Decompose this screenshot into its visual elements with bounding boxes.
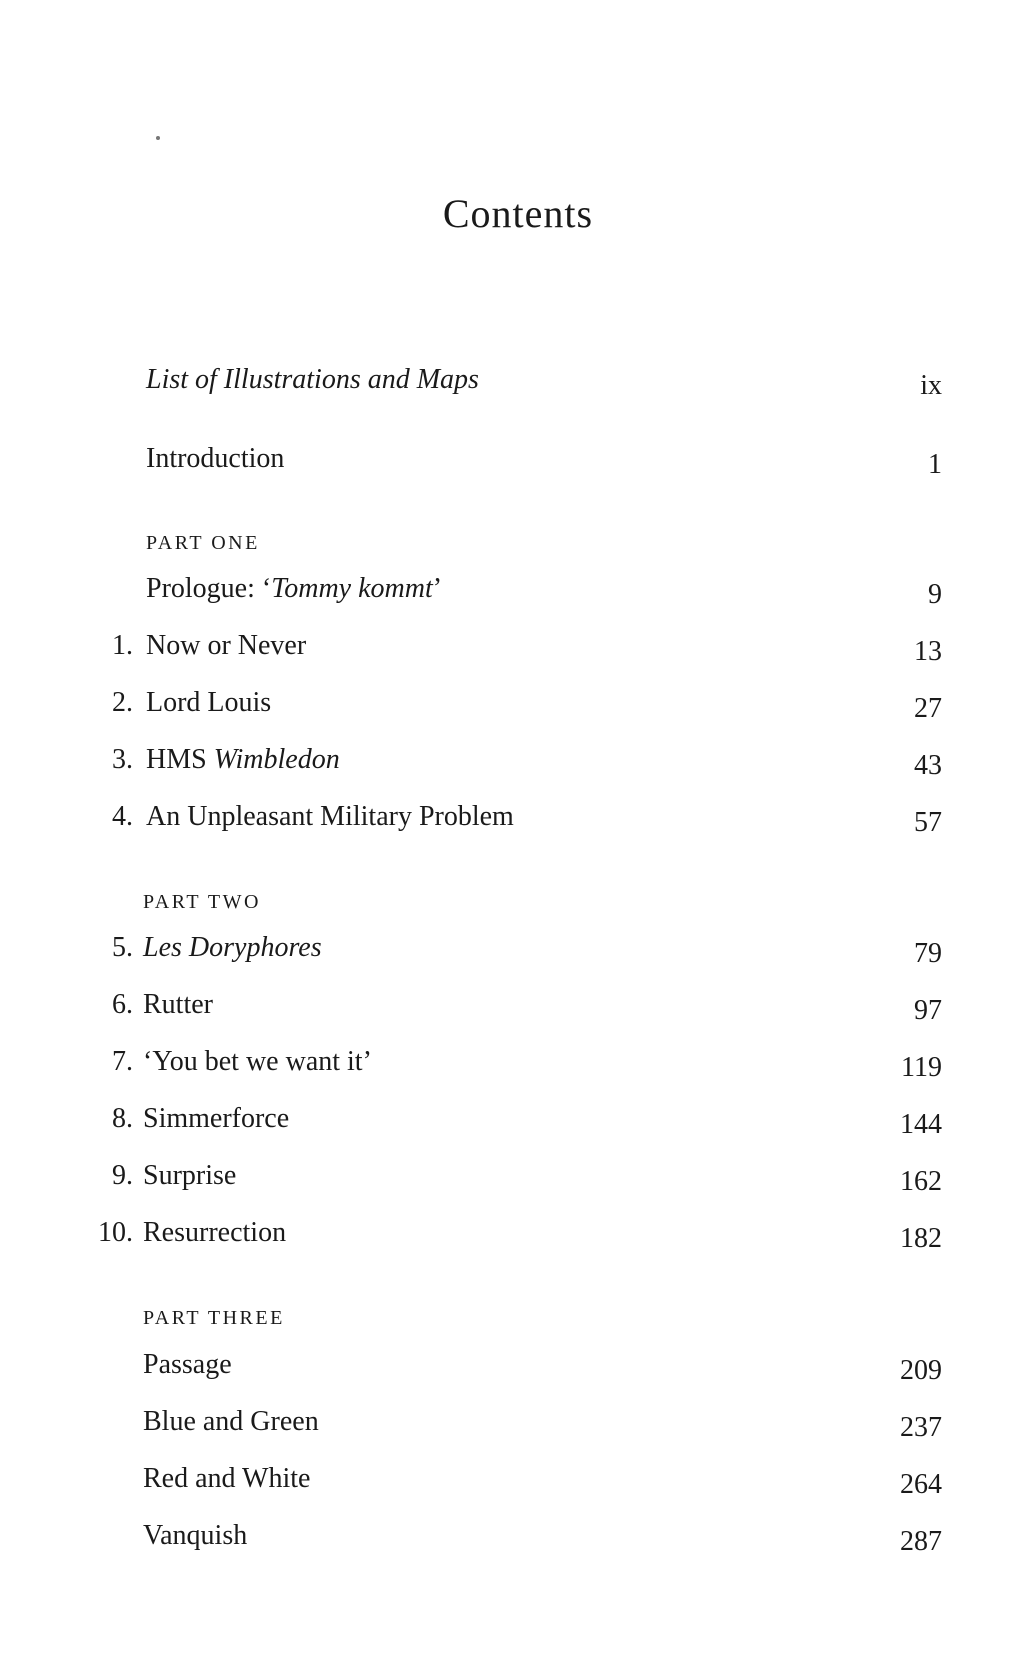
toc-entry-title: Lord Louis — [146, 687, 272, 718]
toc-entry-introduction[interactable] — [0, 443, 1036, 487]
toc-entry-title: Rutter — [143, 989, 213, 1020]
toc-entry-chapter[interactable] — [0, 801, 1036, 845]
toc-entry-title — [146, 573, 442, 605]
toc-entry-title: Now or Never — [146, 630, 307, 661]
toc-entry-page: 97 — [914, 995, 942, 1026]
chapter-title-ship: Wimbledon — [213, 744, 340, 775]
toc-entry-page: 43 — [914, 750, 942, 781]
toc-entry-title: Surprise — [143, 1160, 237, 1191]
chapter-number: 1. — [112, 630, 133, 661]
toc-entry-title: Passage — [143, 1349, 232, 1380]
toc-entry-page: 9 — [928, 579, 942, 610]
toc-entry-chapter[interactable] — [0, 1406, 1036, 1450]
chapter-number: 8. — [112, 1103, 133, 1134]
chapter-number: 2. — [112, 687, 133, 718]
toc-entry-title: Vanquish — [143, 1520, 248, 1551]
toc-entry-title: ‘You bet we want it’ — [143, 1046, 372, 1077]
prologue-suffix: ’ — [432, 573, 443, 604]
toc-entry-title: List of Illustrations and Maps — [146, 364, 479, 395]
toc-entry-page: 79 — [914, 938, 942, 969]
toc-entry-page: ix — [920, 370, 942, 401]
toc-entry-page: 13 — [914, 636, 942, 667]
toc-entry-page: 119 — [901, 1052, 942, 1083]
toc-entry-page: 182 — [900, 1223, 942, 1254]
toc-entry-page: 27 — [914, 693, 942, 724]
toc-entry-chapter[interactable] — [0, 1103, 1036, 1147]
toc-entry-page: 144 — [900, 1109, 942, 1140]
toc-entry-chapter[interactable] — [0, 1160, 1036, 1204]
toc-entry-title: Les Doryphores — [143, 932, 322, 963]
part-heading: PART THREE — [143, 1307, 285, 1329]
chapter-number: 10. — [98, 1217, 133, 1248]
chapter-title-prefix: HMS — [146, 744, 214, 775]
prologue-prefix: Prologue: ‘ — [146, 573, 272, 604]
toc-entry-page: 287 — [900, 1526, 942, 1557]
toc-entry-chapter[interactable] — [0, 1463, 1036, 1507]
chapter-number: 7. — [112, 1046, 133, 1077]
toc-entry-illustrations[interactable] — [0, 364, 1036, 408]
toc-entry-chapter[interactable] — [0, 744, 1036, 788]
page-title: Contents — [442, 191, 594, 236]
toc-entry-chapter[interactable] — [0, 687, 1036, 731]
toc-entry-prologue[interactable] — [0, 573, 1036, 617]
toc-entry-chapter[interactable] — [0, 1217, 1036, 1261]
toc-entry-title: Blue and Green — [143, 1406, 319, 1437]
toc-entry-chapter[interactable] — [0, 1349, 1036, 1393]
toc-entry-chapter[interactable] — [0, 1046, 1036, 1090]
toc-entry-page: 57 — [914, 807, 942, 838]
toc-entry-page: 1 — [928, 449, 942, 480]
toc-entry-page: 162 — [900, 1166, 942, 1197]
toc-entry-chapter[interactable] — [0, 932, 1036, 976]
chapter-number: 6. — [112, 989, 133, 1020]
chapter-number: 9. — [112, 1160, 133, 1191]
chapter-number: 5. — [112, 932, 133, 963]
toc-entry-title: Red and White — [143, 1463, 311, 1494]
toc-entry-title: An Unpleasant Military Problem — [146, 801, 514, 832]
toc-entry-page: 209 — [900, 1355, 942, 1386]
chapter-number: 3. — [112, 744, 133, 775]
toc-entry-title: Simmerforce — [143, 1103, 290, 1134]
toc-entry-page: 237 — [900, 1412, 942, 1443]
toc-entry-title: Resurrection — [143, 1217, 287, 1248]
toc-entry-title — [146, 744, 340, 776]
toc-entry-title: Introduction — [146, 443, 285, 474]
toc-entry-chapter[interactable] — [0, 630, 1036, 674]
toc-entry-chapter[interactable] — [0, 989, 1036, 1033]
toc-entry-chapter[interactable] — [0, 1520, 1036, 1564]
part-heading: PART ONE — [146, 532, 260, 554]
toc-entry-page: 264 — [900, 1469, 942, 1500]
chapter-number: 4. — [112, 801, 133, 832]
scan-speck — [156, 136, 160, 140]
part-heading: PART TWO — [143, 891, 261, 913]
prologue-title: Tommy kommt — [271, 573, 433, 604]
